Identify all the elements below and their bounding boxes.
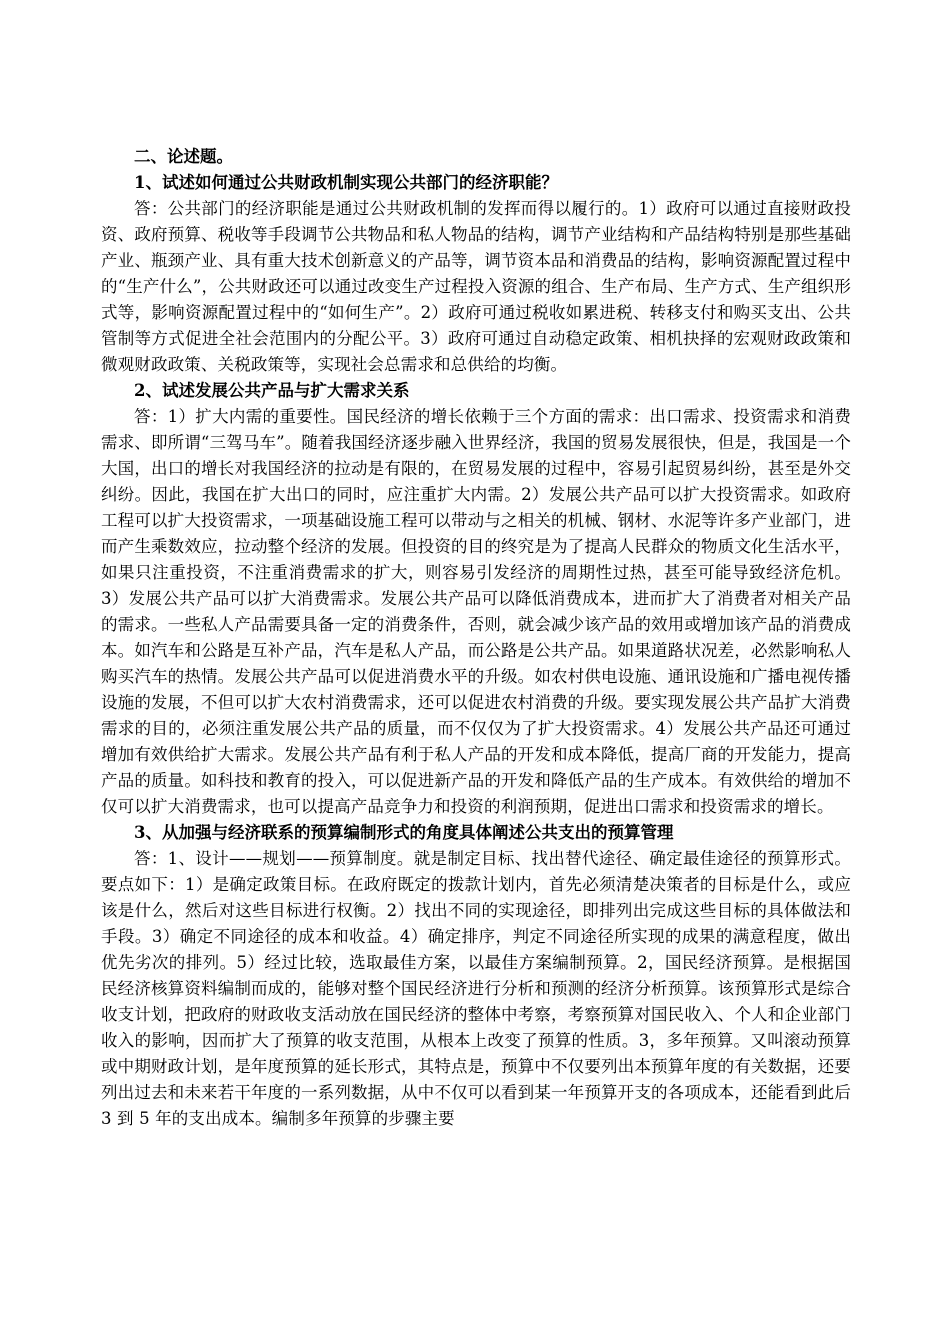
question-1-title: 1、试述如何通过公共财政机制实现公共部门的经济职能？ bbox=[134, 173, 558, 192]
question-1-answer: 答：公共部门的经济职能是通过公共财政机制的发挥而得以履行的。1）政府可以通过直接财政投资、政府预算、税收等手段调节公共物品和私人物品的结构，调节产业结构和产品结构特别是那些基础产业、瓶颈产业、具有重大技术创新意义的产品等，调节资本品和消费品的结构，影响资源配置过程中的“生产什么”，公共财政还可以通过改变生产过程投入资源的组合、生产布局、生产方式、生产组织形式等，影响资源配置过程中的“如何生产”。2）政府可通过税收如累进税、转移支付和购买支出、公共管制等方式促进全社会范围内的分配公平。3）政府可通过自动稳定政策、相机抉择的宏观财政政策和微观财政政策、关税政策等，实现社会总需求和总供给的均衡。 bbox=[101, 199, 851, 374]
document-body bbox=[101, 144, 851, 1132]
section-title: 二、论述题。 bbox=[134, 147, 233, 166]
question-3-answer: 答：1、设计——规划——预算制度。就是制定目标、找出替代途径、确定最佳途径的预算形式。要点如下：1）是确定政策目标。在政府既定的拨款计划内，首先必须清楚决策者的目标是什么，或应该是什么，然后对这些目标进行权衡。2）找出不同的实现途径，即排列出完成这些目标的具体做法和手段。3）确定不同途径的成本和收益。4）确定排序，判定不同途径所实现的成果的满意程度，做出优先劣次的排列。5）经过比较，选取最佳方案，以最佳方案编制预算。2，国民经济预算。是根据国民经济核算资料编制而成的，能够对整个国民经济进行分析和预测的经济分析预算。该预算形式是综合收支计划，把政府的财政收支活动放在国民经济的整体中考察，考察预算对国民收入、个人和企业部门收入的影响，因而扩大了预算的收支范围，从根本上改变了预算的性质。3，多年预算。又叫滚动预算或中期财政计划，是年度预算的延长形式，其特点是，预算中不仅要列出本预算年度的有关数据，还要列出过去和未来若干年度的一系列数据，从中不仅可以看到某一年预算开支的各项成本，还能看到此后 3 到 5 年的支出成本。编制多年预算的步骤主要 bbox=[101, 849, 851, 1128]
question-2-title: 2、试述发展公共产品与扩大需求关系 bbox=[134, 381, 410, 400]
question-3-title: 3、从加强与经济联系的预算编制形式的角度具体阐述公共支出的预算管理 bbox=[134, 823, 674, 842]
question-2-answer: 答：1）扩大内需的重要性。国民经济的增长依赖于三个方面的需求：出口需求、投资需求和消费需求、即所谓“三驾马车”。随着我国经济逐步融入世界经济，我国的贸易发展很快，但是，我国是一个大国，出口的增长对我国经济的拉动是有限的，在贸易发展的过程中，容易引起贸易纠纷，甚至是外交纠纷。因此，我国在扩大出口的同时，应注重扩大内需。2）发展公共产品可以扩大投资需求。如政府工程可以扩大投资需求，一项基础设施工程可以带动与之相关的机械、钢材、水泥等许多产业部门，进而产生乘数效应，拉动整个经济的发展。但投资的目的终究是为了提高人民群众的物质文化生活水平，如果只注重投资，不注重消费需求的扩大，则容易引发经济的周期性过热，甚至可能导致经济危机。3）发展公共产品可以扩大消费需求。发展公共产品可以降低消费成本，进而扩大了消费者对相关产品的需求。一些私人产品需要具备一定的消费条件，否则，就会减少该产品的效用或增加该产品的消费成本。如汽车和公路是互补产品，汽车是私人产品，而公路是公共产品。如果道路状况差，必然影响私人购买汽车的热情。发展公共产品可以促进消费水平的升级。如农村供电设施、通讯设施和广播电视传播设施的发展，不但可以扩大农村消费需求，还可以促进农村消费的升级。要实现发展公共产品扩大消费需求的目的，必须注重发展公共产品的质量，而不仅仅为了扩大投资需求。4）发展公共产品还可通过增加有效供给扩大需求。发展公共产品有利于私人产品的开发和成本降低，提高厂商的开发能力，提高产品的质量。如科技和教育的投入，可以促进新产品的开发和降低产品的生产成本。有效供给的增加不仅可以扩大消费需求，也可以提高产品竞争力和投资的利润预期，促进出口需求和投资需求的增长。 bbox=[101, 407, 851, 816]
